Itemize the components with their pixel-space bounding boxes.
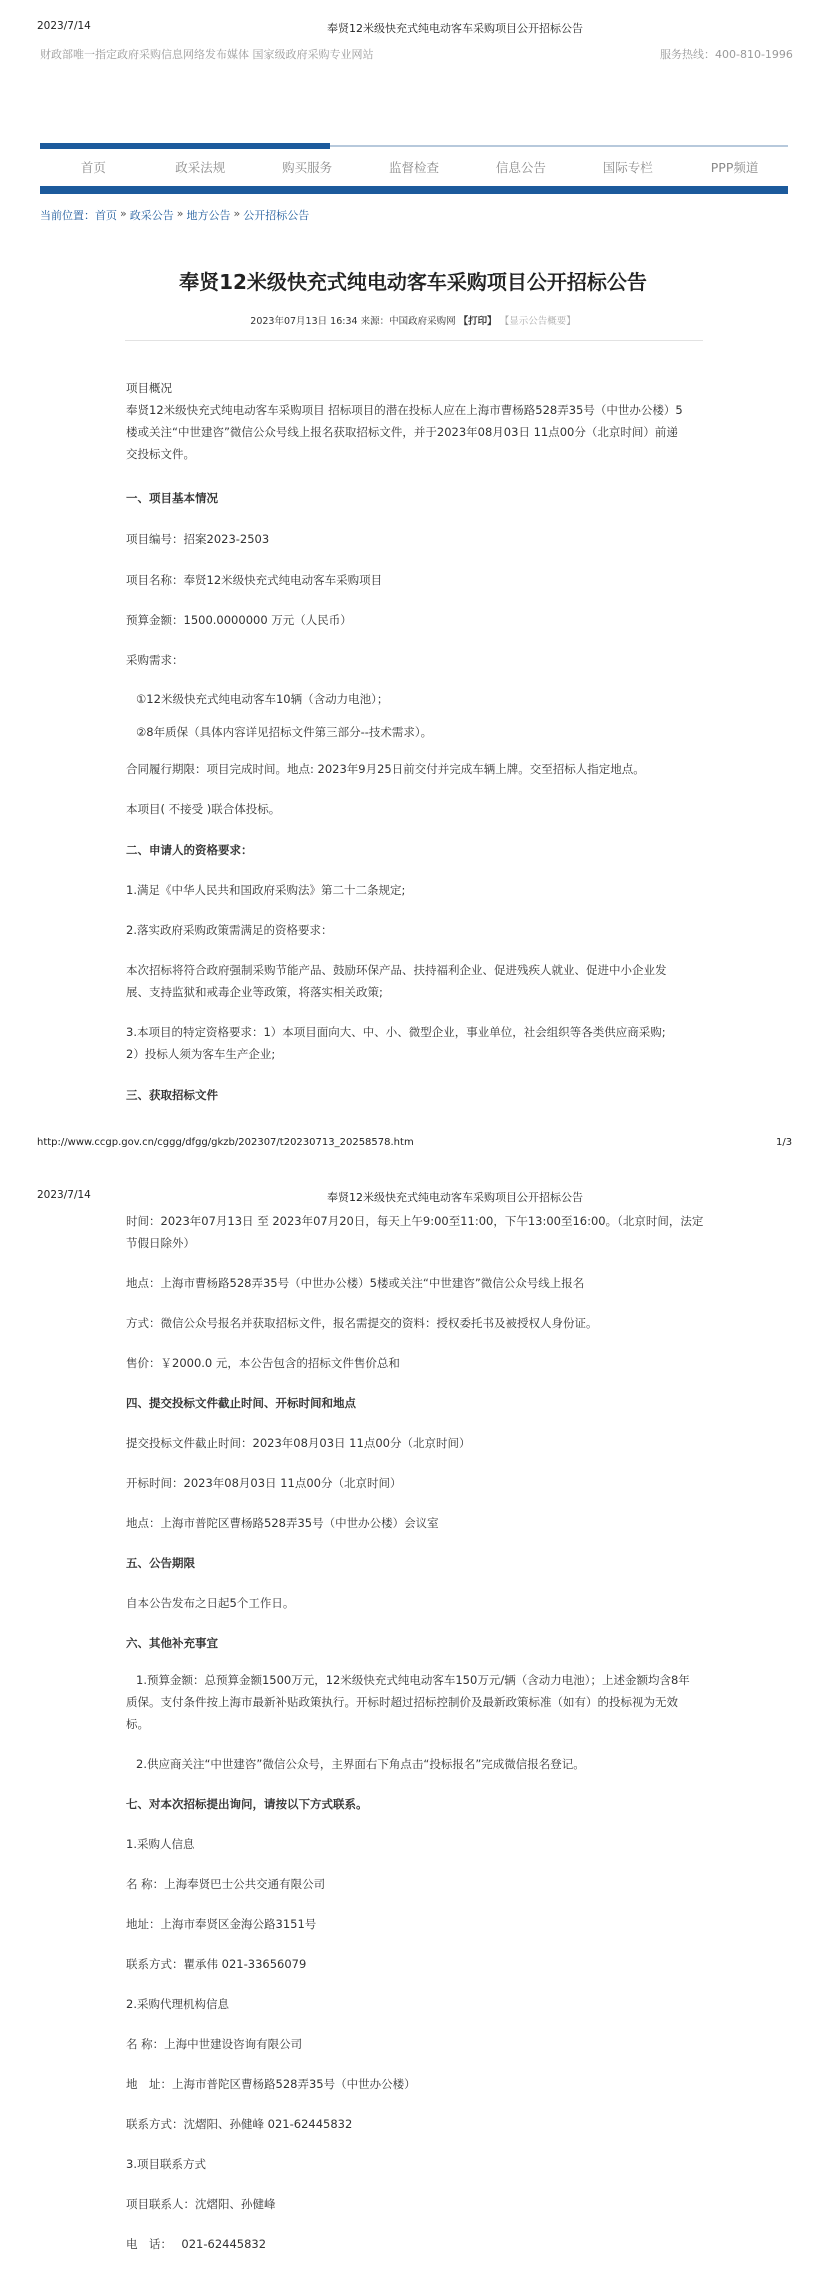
para-overview-line2: 楼或关注“中世建咨”微信公众号线上报名获取招标文件，并于2023年08月03日 11点00分（北京时间）前递 [126,425,678,439]
article-source-label: 来源： [360,316,390,327]
print-running-title: 奉贤12米级快充式纯电动客车采购项目公开招标公告 [327,22,583,35]
para-agency-heading: 2.采购代理机构信息 [126,1997,229,2011]
para-place: 地点：上海市曹杨路528弄35号（中世办公楼）5楼或关注“中世建咨”微信公众号线上报名 [126,1276,585,1290]
para-project-contact-person: 项目联系人：沈熠阳、孙健峰 [126,2197,276,2211]
para-requirements: 采购需求： [126,653,184,667]
nav-announcements[interactable]: 信息公告 [495,160,546,175]
para-overview-heading: 项目概况 [126,381,172,395]
para-deadline: 提交投标文件截止时间：2023年08月03日 11点00分（北京时间） [126,1436,471,1450]
service-hotline: 服务热线：400-810-1996 [660,48,793,61]
nav-bottom-bar [40,186,788,194]
breadcrumb-sep: » [120,207,127,220]
nav-home[interactable]: 首页 [80,160,106,175]
nav-regulations[interactable]: 政采法规 [175,160,226,175]
section-heading-7: 七、对本次招标提出询问，请按以下方式联系。 [126,1797,368,1811]
breadcrumb-local[interactable]: 地方公告 [186,209,231,222]
para-purchaser-address: 地址：上海市奉贤区金海公路3151号 [126,1917,317,1931]
print-footer-url: http://www.ccgp.gov.cn/cggg/dfgg/gkzb/202307/t20230713_20258578.htm [37,1137,414,1148]
nav-purchase-services[interactable]: 购买服务 [282,160,333,175]
para-opening-place: 地点：上海市普陀区曹杨路528弄35号（中世办公楼）会议室 [126,1516,439,1530]
section-heading-3: 三、获取招标文件 [126,1088,218,1102]
article-date: 2023年07月13日 16:34 [250,316,358,327]
para-price: 售价：￥2000.0 元，本公告包含的招标文件售价总和 [126,1356,400,1370]
para-qual-3-line1: 3.本项目的特定资格要求：1）本项目面向大、中、小、微型企业，事业单位，社会组织等各类供应商采购; [126,1025,666,1039]
breadcrumb-label: 当前位置： [40,209,95,222]
print-date: 2023/7/14 [37,1189,91,1201]
para-agency-contact: 联系方式：沈熠阳、孙健峰 021-62445832 [126,2117,353,2131]
para-time-line2: 节假日除外） [126,1236,195,1250]
show-summary-link[interactable]: 【显示公告概要】 [499,316,576,327]
para-req-item1: ①12米级快充式纯电动客车10辆（含动力电池）； [136,692,389,706]
breadcrumb-announcements[interactable]: 政采公告 [129,209,174,222]
para-qual-2: 2.落实政府采购政策需满足的资格要求： [126,923,333,937]
title-divider [125,340,703,341]
para-policy-line2: 展、支持监狱和戒毒企业等政策，将落实相关政策; [126,985,383,999]
para-agency-name: 名 称：上海中世建设咨询有限公司 [126,2037,303,2051]
para-contract-term: 合同履行期限：项目完成时间。地点: 2023年9月25日前交付并完成车辆上牌。交至招标人指定地点。 [126,762,645,776]
para-purchaser-heading: 1.采购人信息 [126,1837,195,1851]
section-heading-5: 五、公告期限 [126,1556,195,1570]
para-extra-2: 2.供应商关注“中世建咨”微信公众号，主界面右下角点击“投标报名”完成微信报名登记。 [136,1757,585,1771]
para-purchaser-name: 名 称：上海奉贤巴士公共交通有限公司 [126,1877,326,1891]
para-qual-3-line2: 2）投标人须为客车生产企业; [126,1047,276,1061]
article-meta [0,313,826,327]
para-method: 方式：微信公众号报名并获取招标文件，报名需提交的资料：授权委托书及被授权人身份证。 [126,1316,598,1330]
print-running-title: 奉贤12米级快充式纯电动客车采购项目公开招标公告 [327,1191,583,1204]
site-tagline: 财政部唯一指定政府采购信息网络发布媒体 国家级政府采购专业网站 [40,48,374,61]
para-overview-line1: 奉贤12米级快充式纯电动客车采购项目 招标项目的潜在投标人应在上海市曹杨路528弄35号（中世办公楼）5 [126,403,683,417]
para-opening-time: 开标时间：2023年08月03日 11点00分（北京时间） [126,1476,402,1490]
para-project-name: 项目名称：奉贤12米级快充式纯电动客车采购项目 [126,573,383,587]
breadcrumb-sep: » [176,207,184,220]
para-project-contact-heading: 3.项目联系方式 [126,2157,206,2171]
breadcrumb [40,207,309,223]
para-overview-line3: 交投标文件。 [126,447,195,461]
article-title: 奉贤12米级快充式纯电动客车采购项目公开招标公告 [179,270,647,294]
para-req-item2: ②8年质保（具体内容详见招标文件第三部分--技术需求）。 [136,725,433,739]
para-purchaser-contact: 联系方式：瞿承伟 021-33656079 [126,1957,307,1971]
print-page-number: 1/3 [776,1137,793,1148]
nav-ppp[interactable]: PPP频道 [710,160,759,175]
breadcrumb-sep: » [233,207,241,220]
section-heading-2: 二、申请人的资格要求： [126,843,253,857]
para-project-phone: 电 话： 021-62445832 [126,2237,267,2251]
nav-supervision[interactable]: 监督检查 [389,160,440,175]
nav-accent-bar [40,143,330,149]
nav-international[interactable]: 国际专栏 [602,160,653,175]
para-time-line1: 时间：2023年07月13日 至 2023年07月20日，每天上午9:00至11:00，下午13:00至16:00。（北京时间，法定 [126,1214,704,1228]
print-date: 2023/7/14 [37,20,91,32]
para-extra-1-line1: 1.预算金额：总预算金额1500万元，12米级快充式纯电动客车150万元/辆（含动力电池）；上述金额均含8年 [136,1673,690,1687]
print-link[interactable]: 【打印】 [458,316,497,327]
article-source: 中国政府采购网 [389,316,456,327]
section-heading-4: 四、提交投标文件截止时间、开标时间和地点 [126,1396,356,1410]
section-heading-1: 一、项目基本情况 [126,491,218,505]
para-extra-1-line3: 标。 [126,1717,149,1731]
para-extra-1-line2: 质保。支付条件按上海市最新补贴政策执行。开标时超过招标控制价及最新政策标准（如有）的投标视为无效 [126,1695,678,1709]
para-consortium: 本项目( 不接受 )联合体投标。 [126,802,281,816]
para-agency-address: 地 址：上海市普陀区曹杨路528弄35号（中世办公楼） [126,2077,416,2091]
para-qual-1: 1.满足《中华人民共和国政府采购法》第二十二条规定; [126,883,406,897]
breadcrumb-current[interactable]: 公开招标公告 [243,209,310,222]
para-budget: 预算金额：1500.0000000 万元（人民币） [126,613,352,627]
para-period: 自本公告发布之日起5个工作日。 [126,1596,295,1610]
section-heading-6: 六、其他补充事宜 [126,1636,218,1650]
para-project-no: 项目编号：招案2023-2503 [126,532,270,546]
breadcrumb-home[interactable]: 首页 [95,209,117,222]
para-policy-line1: 本次招标将符合政府强制采购节能产品、鼓励环保产品、扶持福利企业、促进残疾人就业、促进中小企业发 [126,963,667,977]
main-nav [40,150,788,186]
nav-top-line [330,145,788,147]
